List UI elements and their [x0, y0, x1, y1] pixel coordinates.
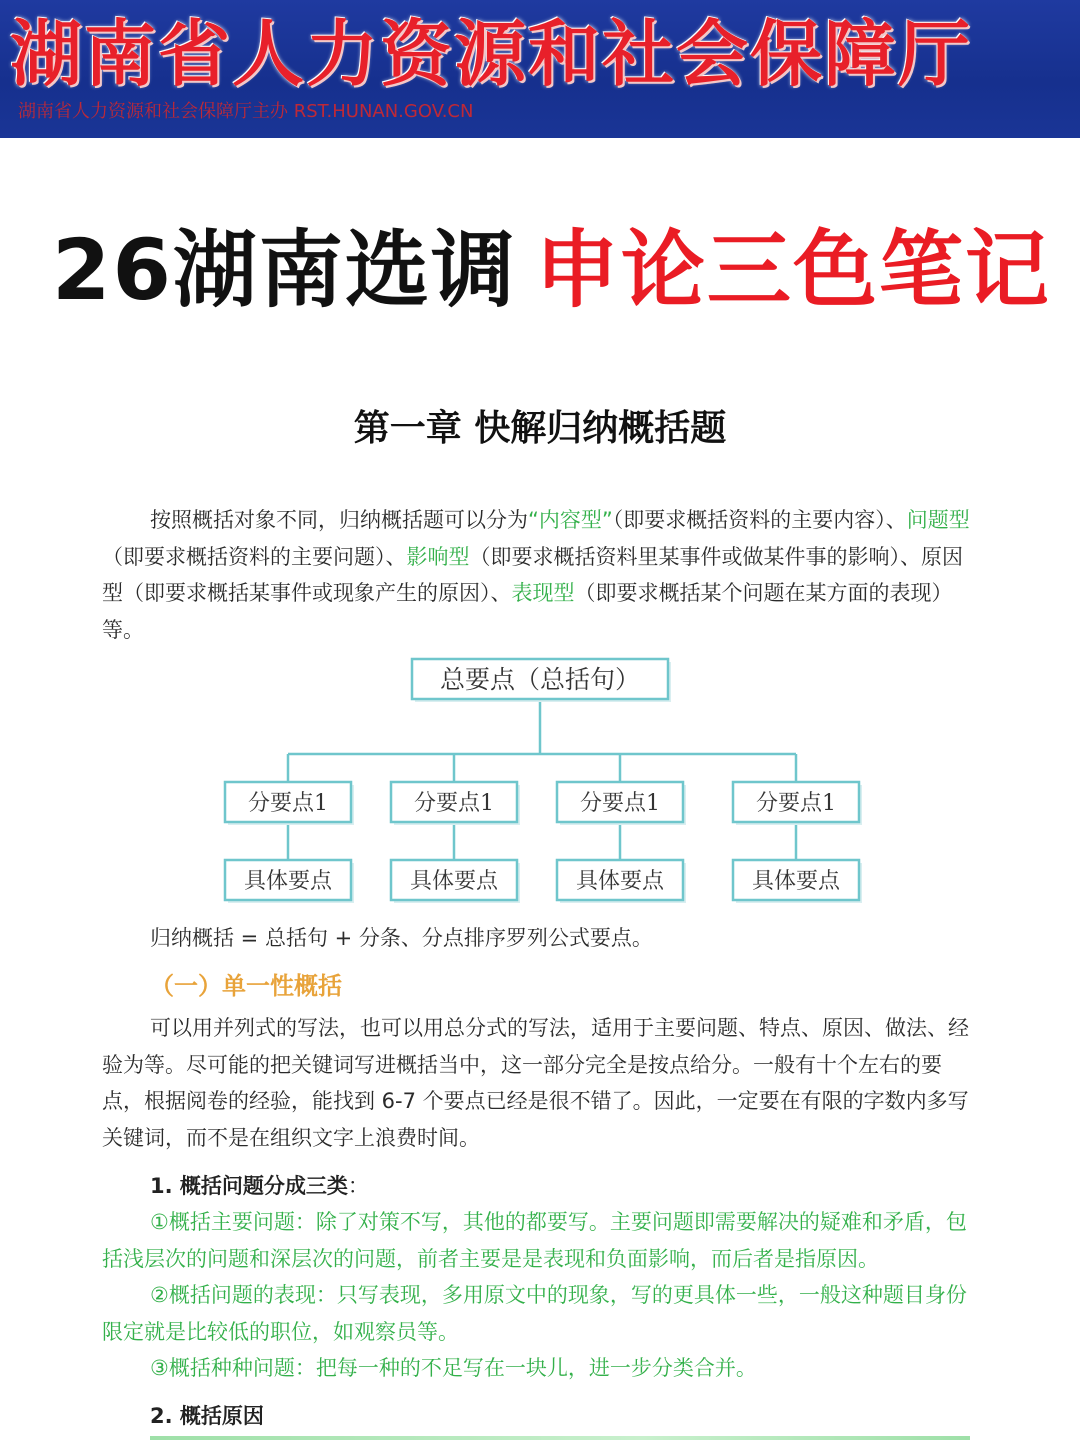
- detail-point-box: [557, 860, 686, 903]
- section-body: 可以用并列式的写法，也可以用总分式的写法，适用于主要问题、特点、原因、做法、经验为等。尽可能的把关键词写进概括当中，这一部分完全是按点给分。一般有十个左右的要点，根据阅卷的经验，能找到 6-7 个要点已经是很不错了。因此，一定要在有限的字数内多写关键词，而不是在组织文字上浪费时间。: [102, 1016, 969, 1150]
- intro-text: （即要求概括某个问题在某方面的表现）等。: [102, 581, 953, 642]
- sub-point-box: [557, 782, 686, 825]
- sub-point-box-label: 分要点1: [756, 790, 836, 816]
- problem-item-2: ②概括问题的表现：只写表现，多用原文中的现象，写的更具体一些，一般这种题目身份限定就是比较低的职位，如观察员等。: [102, 1283, 967, 1344]
- sub-point-box: [733, 782, 862, 825]
- structure-diagram: [200, 650, 880, 910]
- sub-point-box: [225, 782, 354, 825]
- formula-line: 归纳概括 = 总括句 + 分条、分点排序罗列公式要点。: [150, 926, 653, 950]
- detail-point-box-label: 具体要点: [575, 868, 665, 894]
- subheading-2: 2. 概括原因: [150, 1404, 264, 1428]
- keyword-manifestation-type: 表现型: [511, 581, 575, 605]
- detail-point-box-label: 具体要点: [243, 868, 333, 894]
- section-heading: （一）单一性概括: [150, 972, 342, 1000]
- detail-point-box: [391, 860, 520, 903]
- keyword-impact-type: 影响型: [406, 544, 470, 569]
- sub-point-box-label: 分要点1: [414, 790, 494, 816]
- subheading-1: [150, 1168, 369, 1204]
- next-text-fragment: [150, 1436, 970, 1440]
- detail-point-box: [733, 860, 862, 903]
- banner-title: 湖南省人力资源和社会保障厅: [10, 12, 973, 96]
- title-part-red: 申论三色笔记: [534, 221, 1051, 319]
- intro-text: （即要求概括资料里某事件或做某件事的影响）、原因型（即要求概括某事件或现象产生的原因）、: [102, 544, 963, 605]
- chapter-title: 第一章 快解归纳概括题: [353, 408, 727, 449]
- subheading-1-text: 1. 概括问题分成三类: [150, 1174, 348, 1198]
- root-point-box-label: 总要点（总括句）: [439, 665, 641, 694]
- intro-text: （即要求概括资料的主要问题）、: [102, 544, 407, 569]
- intro-paragraph: [102, 502, 982, 648]
- intro-text: （即要求概括资料的主要内容）、: [612, 508, 907, 532]
- subheading-1-colon: ：: [347, 1174, 369, 1198]
- root-point-box: [412, 659, 671, 702]
- sub-point-box: [391, 782, 520, 825]
- detail-point-box-label: 具体要点: [751, 868, 841, 894]
- sub-point-box-label: 分要点1: [248, 790, 328, 816]
- title-part-black: 26湖南选调: [52, 221, 517, 319]
- diagram-boxes: [225, 659, 862, 903]
- header-banner: [0, 0, 1080, 138]
- diagram-connectors: [288, 699, 796, 860]
- keyword-problem-type: 问题型: [906, 508, 970, 532]
- keyword-content-type: “内容型”: [528, 508, 613, 532]
- problem-item-1: ①概括主要问题：除了对策不写，其他的都要写。主要问题即需要解决的疑难和矛盾，包括浅层次的问题和深层次的问题，前者主要是是表现和负面影响，而后者是指原因。: [102, 1210, 967, 1271]
- banner-subtitle: 湖南省人力资源和社会保障厅主办 RST.HUNAN.GOV.CN: [18, 101, 474, 122]
- problem-item-3: ③概括种种问题：把每一种的不足写在一块儿，进一步分类合并。: [150, 1356, 757, 1380]
- page-title: [52, 218, 1051, 322]
- sub-point-box-label: 分要点1: [580, 790, 660, 816]
- intro-text: 按照概括对象不同，归纳概括题可以分为: [150, 508, 528, 532]
- detail-point-box-label: 具体要点: [409, 868, 499, 894]
- detail-point-box: [225, 860, 354, 903]
